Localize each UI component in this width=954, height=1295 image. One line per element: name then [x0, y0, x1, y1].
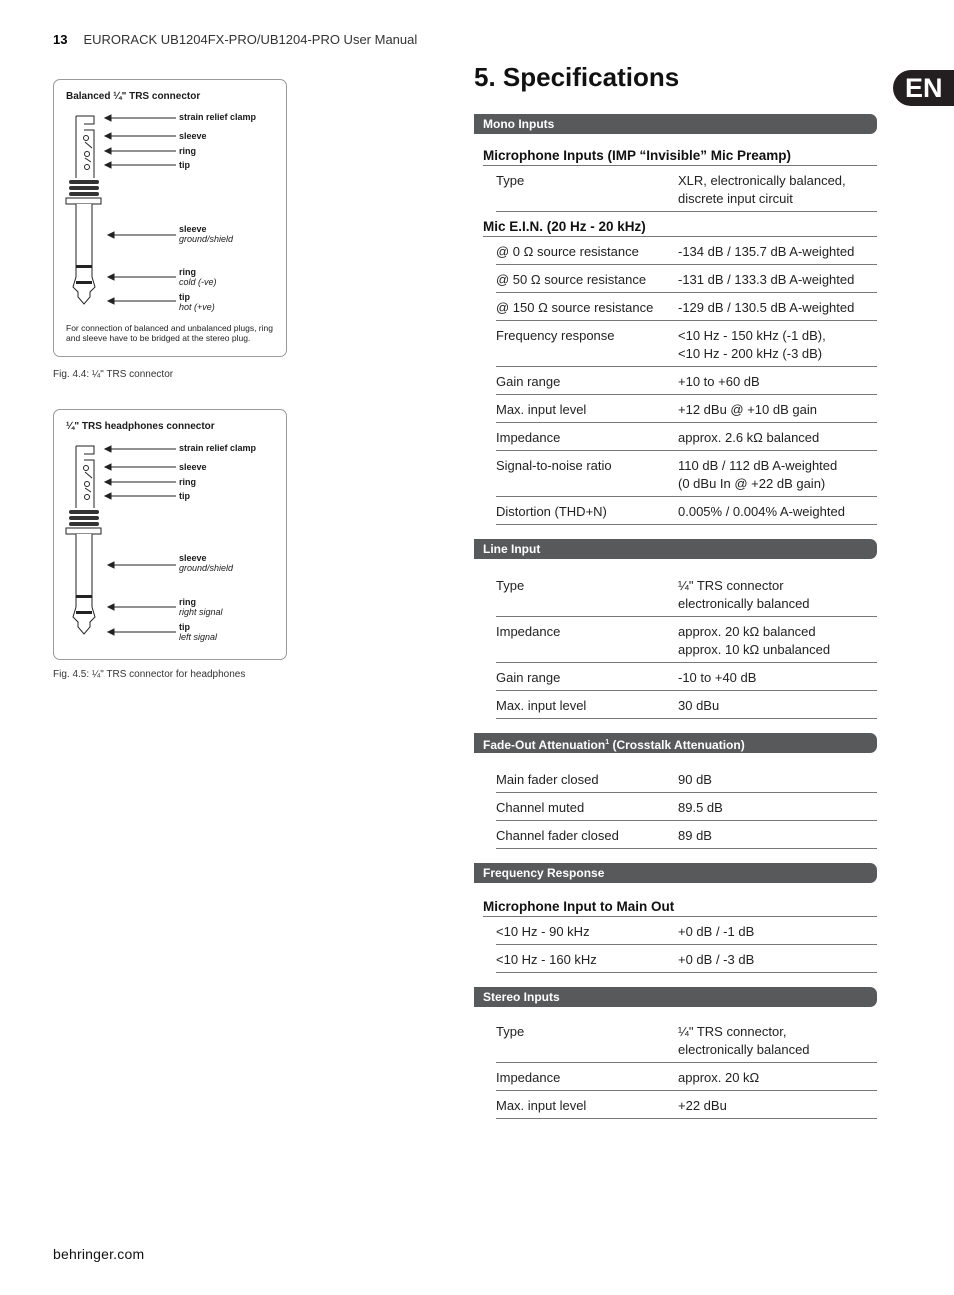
label-tip-top: tip: [179, 160, 190, 170]
spec-row: Impedance approx. 20 kΩ balanced approx. 10 kΩ unbalanced: [496, 617, 877, 663]
subheading: Mic E.I.N. (20 Hz - 20 kHz): [483, 212, 877, 237]
section-frequency-response: [474, 863, 877, 973]
subheading: Microphone Inputs (IMP “Invisible” Mic Preamp): [483, 142, 877, 166]
section-mono-inputs: [474, 114, 877, 525]
label-sleeve-top: sleeve: [179, 131, 207, 141]
label-ring: ring right signal: [179, 597, 223, 617]
spec-row: Max. input level +22 dBu: [496, 1091, 877, 1119]
manual-title: EURORACK UB1204FX-PRO/UB1204-PRO User Manual: [83, 32, 418, 47]
spec-row: Distortion (THD+N) 0.005% / 0.004% A-weighted: [496, 497, 877, 525]
spec-row: @ 150 Ω source resistance -129 dB / 130.5 dB A-weighted: [496, 293, 877, 321]
subheading: Microphone Input to Main Out: [483, 891, 877, 917]
spec-row: <10 Hz - 160 kHz +0 dB / -3 dB: [496, 945, 877, 973]
spec-row: Main fader closed 90 dB: [496, 761, 877, 793]
label-sleeve-top: sleeve: [179, 462, 207, 472]
spec-row: Signal-to-noise ratio 110 dB / 112 dB A-weighted (0 dBu In @ +22 dB gain): [496, 451, 877, 497]
spec-row: Impedance approx. 20 kΩ: [496, 1063, 877, 1091]
figure-title: Balanced ¼" TRS connector: [66, 91, 201, 102]
spec-row: Channel muted 89.5 dB: [496, 793, 877, 821]
page-number: 13: [53, 32, 68, 47]
figure-note: For connection of balanced and unbalanced plugs, ring and sleeve have to be bridged at the stereo plug.: [66, 323, 273, 343]
figure-title: ¼" TRS headphones connector: [66, 421, 215, 432]
section-bar: Fade-Out Attenuation$^1$ (Crosstalk Attenuation): [474, 733, 877, 753]
figure-caption: Fig. 4.5: ¼" TRS connector for headphones: [53, 669, 246, 680]
label-ring-top: ring: [179, 477, 196, 487]
section-fade-out: [474, 733, 877, 849]
spec-row: @ 50 Ω source resistance -131 dB / 133.3 dB A-weighted: [496, 265, 877, 293]
spec-row: <10 Hz - 90 kHz +0 dB / -1 dB: [496, 917, 877, 945]
spec-row: Type ¼" TRS connector electronically balanced: [496, 567, 877, 617]
language-tab: EN: [893, 70, 954, 106]
spec-row: @ 0 Ω source resistance -134 dB / 135.7 dB A-weighted: [496, 237, 877, 265]
spec-row: Gain range +10 to +60 dB: [496, 367, 877, 395]
label-ring-top: ring: [179, 146, 196, 156]
spec-row: Type XLR, electronically balanced, discrete input circuit: [496, 166, 877, 212]
spec-row: Impedance approx. 2.6 kΩ balanced: [496, 423, 877, 451]
page-header: [53, 32, 417, 47]
section-bar: Line Input: [474, 539, 877, 559]
label-strain-relief: strain relief clamp: [179, 112, 257, 122]
section-bar: Mono Inputs: [474, 114, 877, 134]
label-sleeve: sleeve ground/shield: [179, 553, 234, 573]
spec-row: Frequency response <10 Hz - 150 kHz (-1 dB), <10 Hz - 200 kHz (-3 dB): [496, 321, 877, 367]
section-stereo-inputs: [474, 987, 877, 1119]
label-sleeve: sleeve ground/shield: [179, 224, 234, 244]
section-bar: Frequency Response: [474, 863, 877, 883]
label-tip: tip hot (+ve): [179, 292, 215, 312]
spec-row: Type ¼" TRS connector, electronically balanced: [496, 1015, 877, 1063]
label-strain-relief: strain relief clamp: [179, 443, 257, 453]
figure-trs-connector: [53, 79, 287, 357]
label-tip: tip left signal: [179, 622, 218, 642]
section-bar: Stereo Inputs: [474, 987, 877, 1007]
label-tip-top: tip: [179, 491, 190, 501]
spec-row: Max. input level +12 dBu @ +10 dB gain: [496, 395, 877, 423]
specifications: [474, 114, 877, 1133]
section-title: 5. Specifications: [474, 62, 680, 92]
figure-caption: Fig. 4.4: ¼" TRS connector: [53, 369, 174, 380]
figure-trs-headphones: [53, 409, 287, 660]
spec-row: Max. input level 30 dBu: [496, 691, 877, 719]
spec-row: Gain range -10 to +40 dB: [496, 663, 877, 691]
footer-brand: behringer.com: [53, 1246, 145, 1262]
spec-row: Channel fader closed 89 dB: [496, 821, 877, 849]
section-line-input: [474, 539, 877, 719]
label-ring: ring cold (-ve): [179, 267, 217, 287]
